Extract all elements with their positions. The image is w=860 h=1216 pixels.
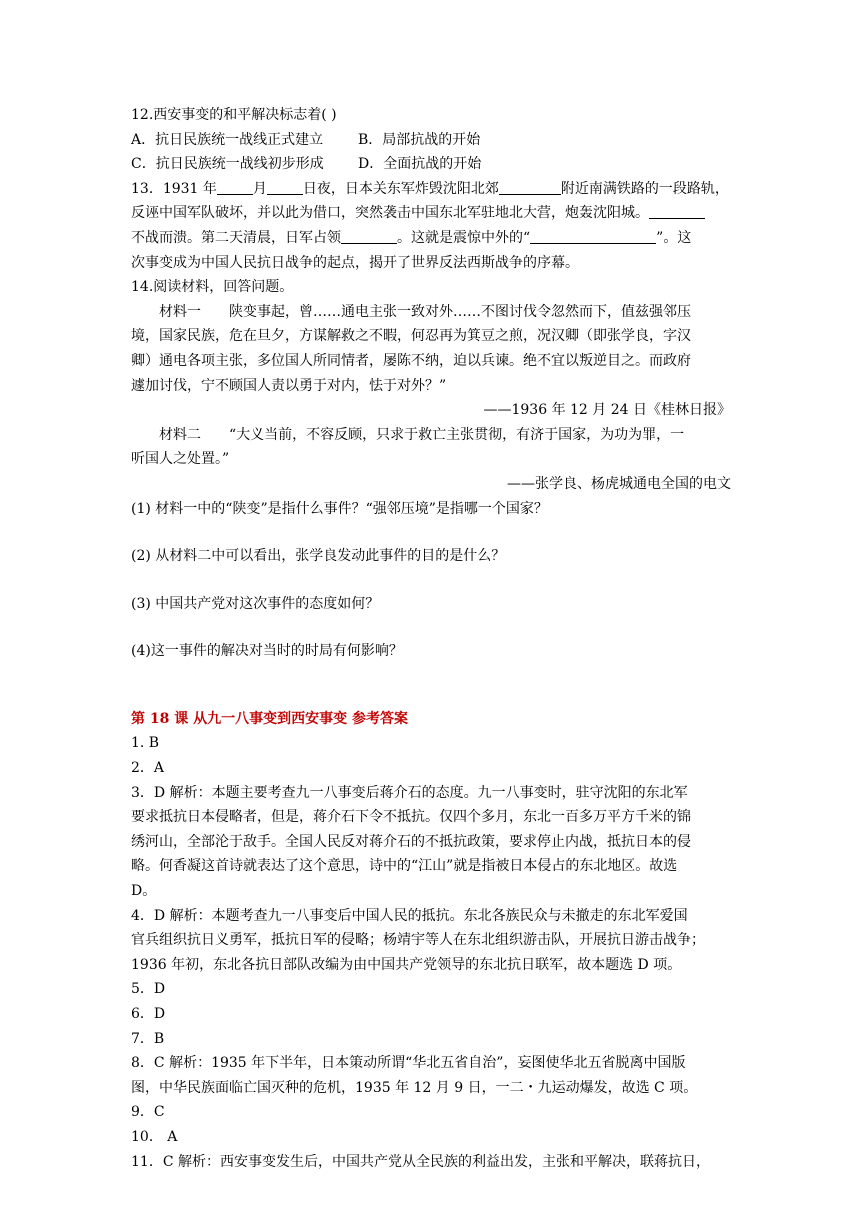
answer-11: 11．C 解析：西安事变发生后，中国共产党从全民族的利益出发，主张和平解决，联蒋抗日， <box>131 1153 710 1170</box>
q12-option-b: B．局部抗战的开始 <box>358 131 481 148</box>
answer-4-line2: 官兵组织抗日义勇军，抵抗日军的侵略；杨靖宇等人在东北组织游击队，开展抗日游击战争； <box>131 932 705 949</box>
material1-line4: 遽加讨伐，宁不顾国人责以勇于对内，怯于对外？” <box>131 377 447 394</box>
answer-8-line2: 图，中华民族面临亡国灭种的危机，1935 年 12 月 9 日，一二・九运动爆发，故选 C 项。 <box>131 1079 698 1096</box>
answer-3-line4: 略。何香凝这首诗就表达了这个意思，诗中的“江山”就是指被日本侵占的东北地区。故选 <box>131 858 678 875</box>
q13-line4: 次事变成为中国人民抗日战争的起点，揭开了世界反法西斯战争的序幕。 <box>131 254 579 271</box>
q13-line2: 反诬中国军队破坏，并以此为借口，突然袭击中国东北军驻地北大营，炮轰沈阳城。 <box>131 201 731 226</box>
answer-3-line5: D。 <box>131 883 157 900</box>
material1-source: ——1936 年 12 月 24 日《桂林日报》 <box>483 402 731 419</box>
material1-line3: 卿）通电各项主张，多位国人所同情者，屡陈不纳，迫以兵谏。绝不宜以叛逆目之。而政府 <box>131 352 691 369</box>
material2-line1: 材料二 “大义当前，不容反顾，只求于救亡主张贯彻，有济于国家，为功为罪，一 <box>159 426 685 443</box>
document-body <box>131 103 731 1174</box>
blank-day[interactable] <box>267 178 303 195</box>
q12-option-c: C．抗日民族统一战线初步形成 <box>131 156 324 173</box>
q14-title: 14.阅读材料，回答问题。 <box>131 279 294 296</box>
q12-option-a: A．抗日民族统一战线正式建立 <box>131 131 324 148</box>
answer-4-line3: 1936 年初，东北各抗日部队改编为由中国共产党领导的东北抗日联军，故本题选 D 项。 <box>131 956 682 973</box>
answer-7: 7．B <box>131 1030 165 1047</box>
q14-sub2: (2) 从材料二中可以看出，张学良发动此事件的目的是什么？ <box>131 548 506 565</box>
blank-location[interactable] <box>499 178 561 195</box>
q14-sub1: (1) 材料一中的“陕变”是指什么事件？“强邻压境”是指哪一个国家？ <box>131 500 548 517</box>
answer-8-line1: 8．C 解析：1935 年下半年，日本策动所谓“华北五省自治”，妄图使华北五省脱离中国版 <box>131 1055 686 1072</box>
answer-5: 5．D <box>131 981 166 998</box>
q13-line3: 不战而溃。第二天清晨，日军占领 。这就是震惊中外的“ ”。这 <box>131 226 731 251</box>
answer-4-line1: 4．D 解析：本题考查九一八事变后中国人民的抵抗。东北各族民众与未撤走的东北军爱国 <box>131 907 688 924</box>
answer-9: 9．C <box>131 1104 165 1121</box>
material2-source: ——张学良、杨虎城通电全国的电文 <box>507 475 731 492</box>
answer-3-line3: 绣河山，全部沦于敌手。全国人民反对蒋介石的不抵抗政策，要求停止内战，抵抗日本的侵 <box>131 833 691 850</box>
q14-sub4: (4)这一事件的解决对当时的时局有何影响？ <box>131 643 403 660</box>
material1-line1: 材料一 陕变事起，曾……通电主张一致对外……不图讨伐令忽然而下，值兹强邻压 <box>159 303 691 320</box>
q12-options-row1 <box>131 128 731 153</box>
q12-option-d: D．全面抗战的开始 <box>358 156 482 173</box>
material2-line2: 听国人之处置。” <box>131 451 230 468</box>
blank-city[interactable] <box>341 227 397 244</box>
blank-month[interactable] <box>217 178 253 195</box>
q14-sub3: (3) 中国共产党对这次事件的态度如何？ <box>131 595 380 612</box>
answer-2: 2．A <box>131 760 165 777</box>
q12-stem: 12.西安事变的和平解决标志着( ) <box>131 107 337 123</box>
answer-10: 10． A <box>131 1128 178 1145</box>
answer-3-line2: 要求抵抗日本侵略者，但是，蒋介石下令不抵抗。仅四个多月，东北一百多万平方千米的锦 <box>131 809 691 826</box>
answer-6: 6．D <box>131 1006 166 1022</box>
blank-army[interactable] <box>649 202 705 219</box>
q12-options-row2 <box>131 152 731 177</box>
q13-line1: 13．1931 年 月 日夜，日本关东军炸毁沈阳北郊 附近南满铁路的一段路轨， <box>131 177 731 202</box>
blank-event[interactable] <box>530 227 656 244</box>
answer-1: 1. B <box>131 735 160 752</box>
answers-heading: 第 18 课 从九一八事变到西安事变 参考答案 <box>131 710 408 727</box>
answer-3-line1: 3．D 解析：本题主要考查九一八事变后蒋介石的态度。九一八事变时，驻守沈阳的东北军 <box>131 784 688 801</box>
material1-line2: 境，国家民族，危在旦夕，方谋解救之不暇，何忍再为箕豆之煎，况汉卿（即张学良，字汉 <box>131 328 691 345</box>
